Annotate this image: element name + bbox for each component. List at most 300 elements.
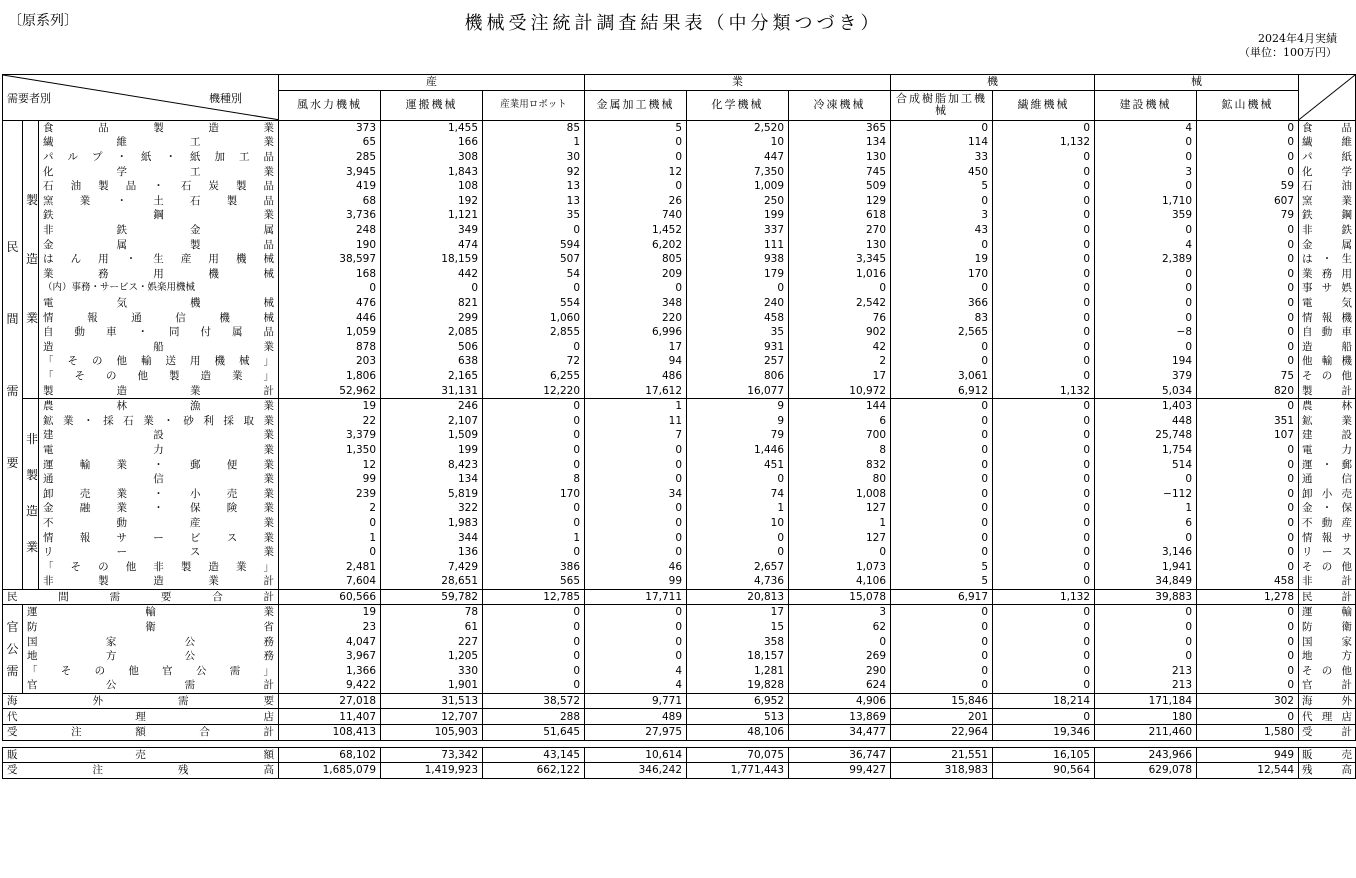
- value-cell: 0: [1095, 296, 1197, 311]
- value-cell: 0: [1095, 620, 1197, 635]
- section-label: [3, 605, 23, 694]
- row-short-label: 食品: [1299, 120, 1356, 135]
- value-cell: 0: [1197, 501, 1299, 516]
- value-cell: 79: [687, 428, 789, 443]
- row-short-label: その他: [1299, 369, 1356, 384]
- value-cell: 129: [789, 194, 891, 209]
- value-cell: 0: [891, 605, 993, 620]
- value-cell: 54: [483, 267, 585, 282]
- value-cell: 0: [993, 310, 1095, 325]
- value-cell: 0: [993, 354, 1095, 369]
- value-cell: 346,242: [585, 763, 687, 779]
- value-cell: 8: [789, 443, 891, 458]
- value-cell: 99,427: [789, 763, 891, 779]
- value-cell: 1,983: [381, 516, 483, 531]
- value-cell: 1: [687, 501, 789, 516]
- value-cell: 190: [279, 237, 381, 252]
- col-header-6: 冷凍機械: [789, 90, 891, 120]
- value-cell: 0: [891, 634, 993, 649]
- value-cell: 0: [585, 605, 687, 620]
- value-cell: 130: [789, 237, 891, 252]
- section-char: 需: [6, 383, 19, 398]
- value-cell: 250: [687, 194, 789, 209]
- value-cell: 0: [1197, 559, 1299, 574]
- table-row: [3, 369, 1356, 384]
- value-cell: 134: [381, 472, 483, 487]
- value-cell: 0: [993, 574, 1095, 589]
- value-cell: 11: [585, 413, 687, 428]
- section-char: 造: [26, 251, 39, 266]
- value-cell: 0: [585, 649, 687, 664]
- row-label: 受注残高: [3, 763, 279, 779]
- value-cell: 130: [789, 150, 891, 165]
- value-cell: 0: [483, 413, 585, 428]
- value-cell: 878: [279, 340, 381, 355]
- value-cell: 8: [483, 472, 585, 487]
- value-cell: 0: [585, 545, 687, 560]
- row-label: 電力業: [39, 443, 279, 458]
- value-cell: 351: [1197, 413, 1299, 428]
- value-cell: 0: [483, 501, 585, 516]
- col-header-10: 鉱山機械: [1197, 90, 1299, 120]
- value-cell: 38,572: [483, 693, 585, 709]
- table-row: [3, 267, 1356, 282]
- value-cell: 0: [993, 179, 1095, 194]
- value-cell: 565: [483, 574, 585, 589]
- row-short-label: 他輸機: [1299, 354, 1356, 369]
- value-cell: 30: [483, 150, 585, 165]
- value-cell: 0: [993, 664, 1095, 679]
- row-label: 防衛省: [23, 620, 279, 635]
- spacer-row: [3, 740, 1356, 747]
- table-row: [3, 164, 1356, 179]
- value-cell: 31,131: [381, 383, 483, 398]
- value-cell: −112: [1095, 486, 1197, 501]
- value-cell: 4,047: [279, 634, 381, 649]
- value-cell: 85: [483, 120, 585, 135]
- value-cell: 5: [891, 574, 993, 589]
- value-cell: 19: [279, 398, 381, 413]
- value-cell: 10: [687, 516, 789, 531]
- value-cell: 90,564: [993, 763, 1095, 779]
- table-row: [3, 150, 1356, 165]
- value-cell: 0: [1095, 634, 1197, 649]
- value-cell: 13,869: [789, 709, 891, 725]
- group-head-4: 械: [1095, 75, 1299, 91]
- value-cell: 17: [585, 340, 687, 355]
- value-cell: 6: [1095, 516, 1197, 531]
- value-cell: 0: [891, 472, 993, 487]
- value-cell: 2,855: [483, 325, 585, 340]
- value-cell: 0: [891, 620, 993, 635]
- value-cell: 489: [585, 709, 687, 725]
- row-short-label: 農林: [1299, 398, 1356, 413]
- value-cell: 36,747: [789, 747, 891, 763]
- table-row: [3, 678, 1356, 693]
- value-cell: 7,350: [687, 164, 789, 179]
- value-cell: 366: [891, 296, 993, 311]
- value-cell: 1: [279, 530, 381, 545]
- value-cell: 6: [789, 413, 891, 428]
- value-cell: 0: [585, 443, 687, 458]
- row-label: 製造業計: [39, 383, 279, 398]
- value-cell: 902: [789, 325, 891, 340]
- value-cell: 0: [891, 678, 993, 693]
- value-cell: 107: [1197, 428, 1299, 443]
- row-label: 代理店: [3, 709, 279, 725]
- value-cell: 0: [687, 281, 789, 296]
- row-short-label: 防衛: [1299, 620, 1356, 635]
- value-cell: 0: [483, 545, 585, 560]
- table-row: [3, 383, 1356, 398]
- value-cell: 18,157: [687, 649, 789, 664]
- value-cell: 0: [993, 486, 1095, 501]
- orders-table: [2, 74, 1356, 779]
- value-cell: 365: [789, 120, 891, 135]
- value-cell: 61: [381, 620, 483, 635]
- section-label: [3, 120, 23, 589]
- value-cell: 59: [1197, 179, 1299, 194]
- value-cell: 554: [483, 296, 585, 311]
- value-cell: 16,105: [993, 747, 1095, 763]
- value-cell: 0: [585, 281, 687, 296]
- value-cell: 34,849: [1095, 574, 1197, 589]
- value-cell: 0: [279, 516, 381, 531]
- value-cell: 1,008: [789, 486, 891, 501]
- value-cell: 308: [381, 150, 483, 165]
- value-cell: 1,901: [381, 678, 483, 693]
- value-cell: 1,710: [1095, 194, 1197, 209]
- value-cell: 127: [789, 501, 891, 516]
- col-header-5: 化学機械: [687, 90, 789, 120]
- table-row: [3, 179, 1356, 194]
- value-cell: 0: [585, 150, 687, 165]
- table-row: [3, 724, 1356, 740]
- short-corner-diagonal: [1299, 75, 1355, 120]
- value-cell: 0: [993, 194, 1095, 209]
- value-cell: 21,551: [891, 747, 993, 763]
- value-cell: 3,061: [891, 369, 993, 384]
- row-short-label: 製計: [1299, 383, 1356, 398]
- value-cell: 28,651: [381, 574, 483, 589]
- value-cell: 0: [891, 486, 993, 501]
- value-cell: 3,146: [1095, 545, 1197, 560]
- value-cell: 288: [483, 709, 585, 725]
- row-short-label: 国家: [1299, 634, 1356, 649]
- value-cell: 127: [789, 530, 891, 545]
- value-cell: 386: [483, 559, 585, 574]
- section-label: [23, 120, 39, 398]
- table-row: [3, 428, 1356, 443]
- value-cell: 3,736: [279, 208, 381, 223]
- value-cell: 213: [1095, 664, 1197, 679]
- value-cell: 34: [585, 486, 687, 501]
- value-cell: 0: [891, 120, 993, 135]
- table-row: [3, 501, 1356, 516]
- value-cell: 12,544: [1197, 763, 1299, 779]
- row-short-label: 受計: [1299, 724, 1356, 740]
- row-short-label: 事サ娯: [1299, 281, 1356, 296]
- value-cell: 0: [891, 516, 993, 531]
- value-cell: 0: [993, 620, 1095, 635]
- table-row: [3, 354, 1356, 369]
- value-cell: 10,614: [585, 747, 687, 763]
- value-cell: 15,846: [891, 693, 993, 709]
- row-short-label: は・生: [1299, 252, 1356, 267]
- value-cell: 348: [585, 296, 687, 311]
- table-row: [3, 620, 1356, 635]
- table-row: [3, 457, 1356, 472]
- table-row: [3, 649, 1356, 664]
- value-cell: 285: [279, 150, 381, 165]
- row-label: 業務用機械: [39, 267, 279, 282]
- row-label: 食品製造業: [39, 120, 279, 135]
- value-cell: 0: [891, 413, 993, 428]
- value-cell: 0: [483, 664, 585, 679]
- value-cell: 0: [1197, 296, 1299, 311]
- value-cell: 0: [993, 443, 1095, 458]
- value-cell: 0: [891, 530, 993, 545]
- value-cell: 0: [1095, 530, 1197, 545]
- value-cell: 27,975: [585, 724, 687, 740]
- value-cell: 450: [891, 164, 993, 179]
- value-cell: 270: [789, 223, 891, 238]
- value-cell: 10: [687, 135, 789, 150]
- value-cell: 2,107: [381, 413, 483, 428]
- value-cell: 0: [1095, 179, 1197, 194]
- value-cell: 0: [483, 634, 585, 649]
- value-cell: 0: [1197, 443, 1299, 458]
- row-label: 民間需要合計: [3, 589, 279, 605]
- value-cell: 1,419,923: [381, 763, 483, 779]
- row-short-label: 金属: [1299, 237, 1356, 252]
- group-head-3: 機: [891, 75, 1095, 91]
- value-cell: 0: [1197, 664, 1299, 679]
- value-cell: 0: [993, 208, 1095, 223]
- table-row: [3, 709, 1356, 725]
- value-cell: 99: [279, 472, 381, 487]
- value-cell: 1,771,443: [687, 763, 789, 779]
- row-label: 情報通信機械: [39, 310, 279, 325]
- value-cell: 9,771: [585, 693, 687, 709]
- value-cell: 0: [993, 457, 1095, 472]
- value-cell: 99: [585, 574, 687, 589]
- value-cell: 507: [483, 252, 585, 267]
- value-cell: 12,220: [483, 383, 585, 398]
- value-cell: 39,883: [1095, 589, 1197, 605]
- table-row: [3, 545, 1356, 560]
- row-label: 非鉄金属: [39, 223, 279, 238]
- value-cell: 7,429: [381, 559, 483, 574]
- value-cell: 0: [993, 325, 1095, 340]
- row-label: 化学工業: [39, 164, 279, 179]
- value-cell: 18,214: [993, 693, 1095, 709]
- value-cell: 26: [585, 194, 687, 209]
- value-cell: 94: [585, 354, 687, 369]
- value-cell: 0: [1197, 325, 1299, 340]
- value-cell: 3: [789, 605, 891, 620]
- value-cell: 442: [381, 267, 483, 282]
- value-cell: 2,389: [1095, 252, 1197, 267]
- row-label: 地方公務: [23, 649, 279, 664]
- col-header-7: 合成樹脂加工機械: [891, 90, 993, 120]
- value-cell: 0: [993, 545, 1095, 560]
- value-cell: 0: [993, 150, 1095, 165]
- row-label: 運輸業・郵便業: [39, 457, 279, 472]
- value-cell: 75: [1197, 369, 1299, 384]
- value-cell: 52,962: [279, 383, 381, 398]
- value-cell: 23: [279, 620, 381, 635]
- row-label: 建設業: [39, 428, 279, 443]
- value-cell: 62: [789, 620, 891, 635]
- value-cell: 1,016: [789, 267, 891, 282]
- value-cell: 1,509: [381, 428, 483, 443]
- section-char: 造: [26, 504, 39, 519]
- value-cell: 0: [1197, 223, 1299, 238]
- section-char: 官: [6, 619, 19, 634]
- value-cell: 1,059: [279, 325, 381, 340]
- value-cell: 33: [891, 150, 993, 165]
- col-header-1: 風水力機械: [279, 90, 381, 120]
- table-row: [3, 120, 1356, 135]
- row-short-label: 電力: [1299, 443, 1356, 458]
- row-label: 造船業: [39, 340, 279, 355]
- value-cell: 0: [1197, 252, 1299, 267]
- value-cell: 0: [1197, 516, 1299, 531]
- value-cell: 0: [1197, 150, 1299, 165]
- value-cell: 43,145: [483, 747, 585, 763]
- value-cell: 938: [687, 252, 789, 267]
- value-cell: 0: [1197, 354, 1299, 369]
- value-cell: 629,078: [1095, 763, 1197, 779]
- value-cell: 10,972: [789, 383, 891, 398]
- value-cell: 0: [483, 457, 585, 472]
- value-cell: 805: [585, 252, 687, 267]
- value-cell: 1,132: [993, 589, 1095, 605]
- value-cell: 144: [789, 398, 891, 413]
- value-cell: 419: [279, 179, 381, 194]
- value-cell: 35: [483, 208, 585, 223]
- section-char: 民: [6, 239, 19, 254]
- value-cell: 322: [381, 501, 483, 516]
- value-cell: 458: [1197, 574, 1299, 589]
- row-label: 石油製品・石炭製品: [39, 179, 279, 194]
- value-cell: 359: [1095, 208, 1197, 223]
- value-cell: 19,828: [687, 678, 789, 693]
- value-cell: 0: [891, 237, 993, 252]
- table-row: [3, 194, 1356, 209]
- value-cell: 318,983: [891, 763, 993, 779]
- value-cell: 201: [891, 709, 993, 725]
- group-head-1: 産: [279, 75, 585, 91]
- value-cell: 0: [585, 501, 687, 516]
- value-cell: 25,748: [1095, 428, 1197, 443]
- value-cell: 6,996: [585, 325, 687, 340]
- row-label: 「その他製造業」: [39, 369, 279, 384]
- row-short-label: 海外: [1299, 693, 1356, 709]
- value-cell: 209: [585, 267, 687, 282]
- value-cell: 166: [381, 135, 483, 150]
- value-cell: 0: [483, 516, 585, 531]
- value-cell: 20,813: [687, 589, 789, 605]
- value-cell: 4: [585, 664, 687, 679]
- value-cell: 0: [585, 620, 687, 635]
- value-cell: 607: [1197, 194, 1299, 209]
- value-cell: 0: [993, 369, 1095, 384]
- value-cell: 624: [789, 678, 891, 693]
- row-label: 卸売業・小売業: [39, 486, 279, 501]
- row-short-label: 販売: [1299, 747, 1356, 763]
- table-row: [3, 135, 1356, 150]
- value-cell: 299: [381, 310, 483, 325]
- value-cell: 0: [483, 223, 585, 238]
- row-label: 金融業・保険業: [39, 501, 279, 516]
- value-cell: 6,917: [891, 589, 993, 605]
- col-header-4: 金属加工機械: [585, 90, 687, 120]
- value-cell: 2,565: [891, 325, 993, 340]
- value-cell: 22,964: [891, 724, 993, 740]
- value-cell: 0: [585, 179, 687, 194]
- value-cell: 373: [279, 120, 381, 135]
- value-cell: 2,542: [789, 296, 891, 311]
- value-cell: 179: [687, 267, 789, 282]
- value-cell: 43: [891, 223, 993, 238]
- value-cell: 5: [891, 179, 993, 194]
- value-cell: 0: [993, 398, 1095, 413]
- value-cell: 1: [1095, 501, 1197, 516]
- col-header-3: 産業用ロボット: [483, 90, 585, 120]
- table-row: [3, 208, 1356, 223]
- value-cell: 0: [1197, 486, 1299, 501]
- value-cell: 168: [279, 267, 381, 282]
- value-cell: 931: [687, 340, 789, 355]
- row-label: 通信業: [39, 472, 279, 487]
- page-title: 機械受注統計調査結果表（中分類つづき）: [464, 13, 883, 34]
- value-cell: 9,422: [279, 678, 381, 693]
- row-label: 情報サービス業: [39, 530, 279, 545]
- table-row: [3, 693, 1356, 709]
- value-cell: 0: [687, 545, 789, 560]
- series-label: 〔原系列〕: [8, 13, 78, 29]
- value-cell: 0: [585, 472, 687, 487]
- section-char: 公: [6, 641, 19, 656]
- value-cell: 19,346: [993, 724, 1095, 740]
- value-cell: 0: [1197, 340, 1299, 355]
- value-cell: 105,903: [381, 724, 483, 740]
- value-cell: 446: [279, 310, 381, 325]
- row-label: 鉱業・採石業・砂利採取業: [39, 413, 279, 428]
- table-row: [3, 589, 1356, 605]
- row-short-label: 石油: [1299, 179, 1356, 194]
- value-cell: 92: [483, 164, 585, 179]
- value-cell: 17: [687, 605, 789, 620]
- table-row: [3, 486, 1356, 501]
- value-cell: 349: [381, 223, 483, 238]
- value-cell: 0: [1095, 605, 1197, 620]
- value-cell: 0: [279, 281, 381, 296]
- value-cell: 35: [687, 325, 789, 340]
- value-cell: 0: [993, 252, 1095, 267]
- row-label: 自動車・同付属品: [39, 325, 279, 340]
- value-cell: 22: [279, 413, 381, 428]
- row-short-label: 運・郵: [1299, 457, 1356, 472]
- short-corner: [1299, 75, 1356, 121]
- row-label: （内）事務・サービス・娯楽用機械: [39, 281, 279, 296]
- value-cell: 1,060: [483, 310, 585, 325]
- row-short-label: 不動産: [1299, 516, 1356, 531]
- value-cell: 509: [789, 179, 891, 194]
- table-row: [3, 559, 1356, 574]
